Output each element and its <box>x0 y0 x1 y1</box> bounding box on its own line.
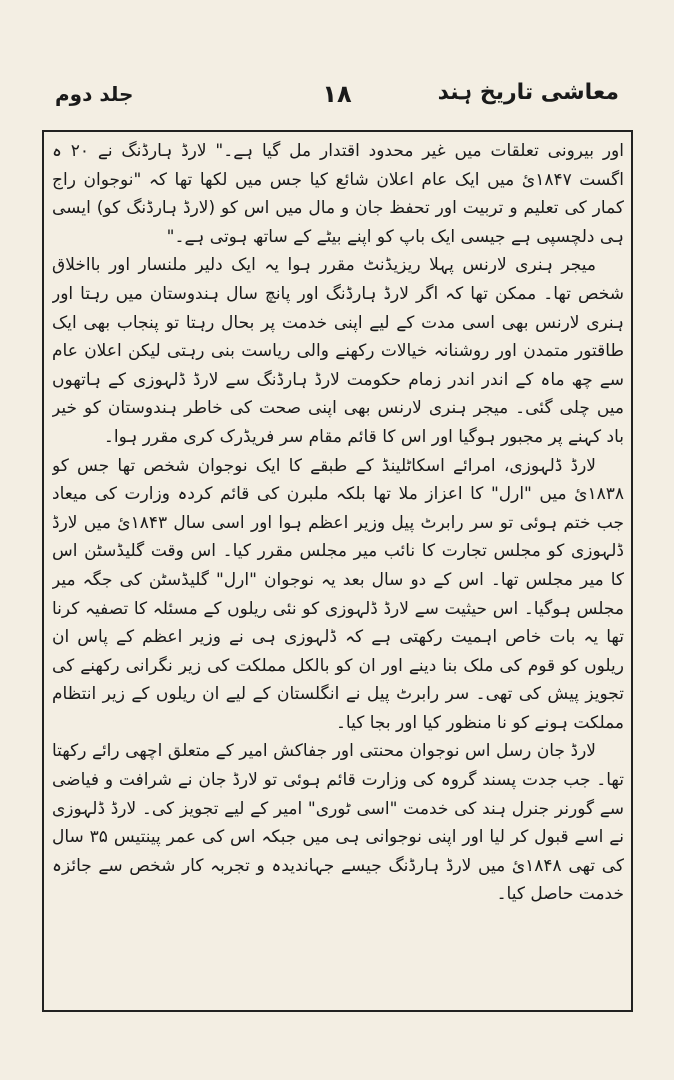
paragraph-3: لارڈ ڈلہوزی، امرائے اسکاٹلینڈ کے طبقے کا ایک نوجوان شخص تھا جس کو ۱۸۳۸ئ میں "ارل" کا اعزاز ملا تھا بلکہ ملبرن کی قائم کردہ وزارت کی میعاد جب ختم ہوئی تو سر رابرٹ پیل وزیر اعظم ہوا اور اسی سال ۱۸۴۳ئ میں لارڈ ڈلہوزی کو مجلس تجارت کا نائب میر مجلس مقرر کیا۔ اس وقت گلیڈسٹن اس کا میر مجلس تھا۔ اس کے دو سال بعد یہ نوجوان "ارل" گلیڈسٹن کی جگہ میر مجلس ہوگیا۔ اس حیثیت سے لارڈ ڈلہوزی کو نئی ریلوں کے مسئلہ کا تصفیہ کرنا تھا یہ بات خاص اہمیت رکھتی ہے کہ ڈلہوزی ہی نے وزیر اعظم کے پاس ان ریلوں کو قوم کی ملک بنا دینے اور ان کو بالکل مملکت کی زیر نگرانی رکھنے کی تجویز پیش کی تھی۔ سر رابرٹ پیل نے انگلستان کے لیے ان ریلوں کے زیر انتظام مملکت ہونے کو نا منظور کیا اور بجا کیا۔ <box>52 455 624 733</box>
paragraph-2: میجر ہنری لارنس پہلا ریزیڈنٹ مقرر ہوا یہ ایک دلیر ملنسار اور بااخلاق شخص تھا۔ ممکن تھا کہ اگر لارڈ ہارڈنگ اور پانچ سال ہندوستان میں رہتا اور ہنری لارنس بھی اسی مدت کے لیے اپنی خدمت پر بحال رہتا تو پنجاب بھی ایک طاقتور متمدن اور روشنانہ خیالات رکھنے والی ریاست بنی رہتی لیکن اعلان عام سے چھ ماہ کے اندر اندر زمام حکومت لارڈ ہارڈنگ سے لارڈ ڈلہوزی کے ہاتھوں میں چلی گئی۔ میجر ہنری لارنس بھی اپنی صحت کی خاطر ہندوستان کو خیر باد کہنے پر مجبور ہوگیا اور اس کا قائم مقام سر فریڈرک کری مقرر ہوا۔ <box>52 255 624 447</box>
book-title: معاشی تاریخ ہند <box>437 80 619 105</box>
page-number: ۱۸ <box>322 80 352 108</box>
paragraph-1: اور بیرونی تعلقات میں غیر محدود اقتدار مل گیا ہے۔" لارڈ ہارڈنگ نے ۲۰ ہ اگست ۱۸۴۷ئ میں ایک عام اعلان شائع کیا جس میں لکھا تھا کہ "نوجوان راج کمار کی تعلیم و تربیت اور تحفظ جان و مال میں اس کو (لارڈ ہارڈنگ کو) ایسی ہی دلچسپی ہے جیسی ایک باپ کو اپنے بیٹے کے ساتھ ہوتی ہے۔" <box>52 141 624 247</box>
paragraph-4: لارڈ جان رسل اس نوجوان محنتی اور جفاکش امیر کے متعلق اچھی رائے رکھتا تھا۔ جب جدت پسند گروہ کی وزارت قائم ہوئی تو لارڈ جان نے شرافت و فیاضی سے گورنر جنرل ہند کی خدمت "اسی ٹوری" امیر کے لیے تجویز کی۔ لارڈ ڈلہوزی نے اسے قبول کر لیا اور اپنی نوجوانی ہی میں جبکہ اس کی عمر پینتیس ۳۵ سال کی تھی ۱۸۴۸ئ میں لارڈ ہارڈنگ جیسے جہاندیدہ و تجربہ کار شخص سے جائزہ خدمت حاصل کیا۔ <box>52 741 624 905</box>
volume-label: جلد دوم <box>55 82 134 106</box>
body-text <box>52 137 624 1005</box>
running-header <box>55 80 619 122</box>
